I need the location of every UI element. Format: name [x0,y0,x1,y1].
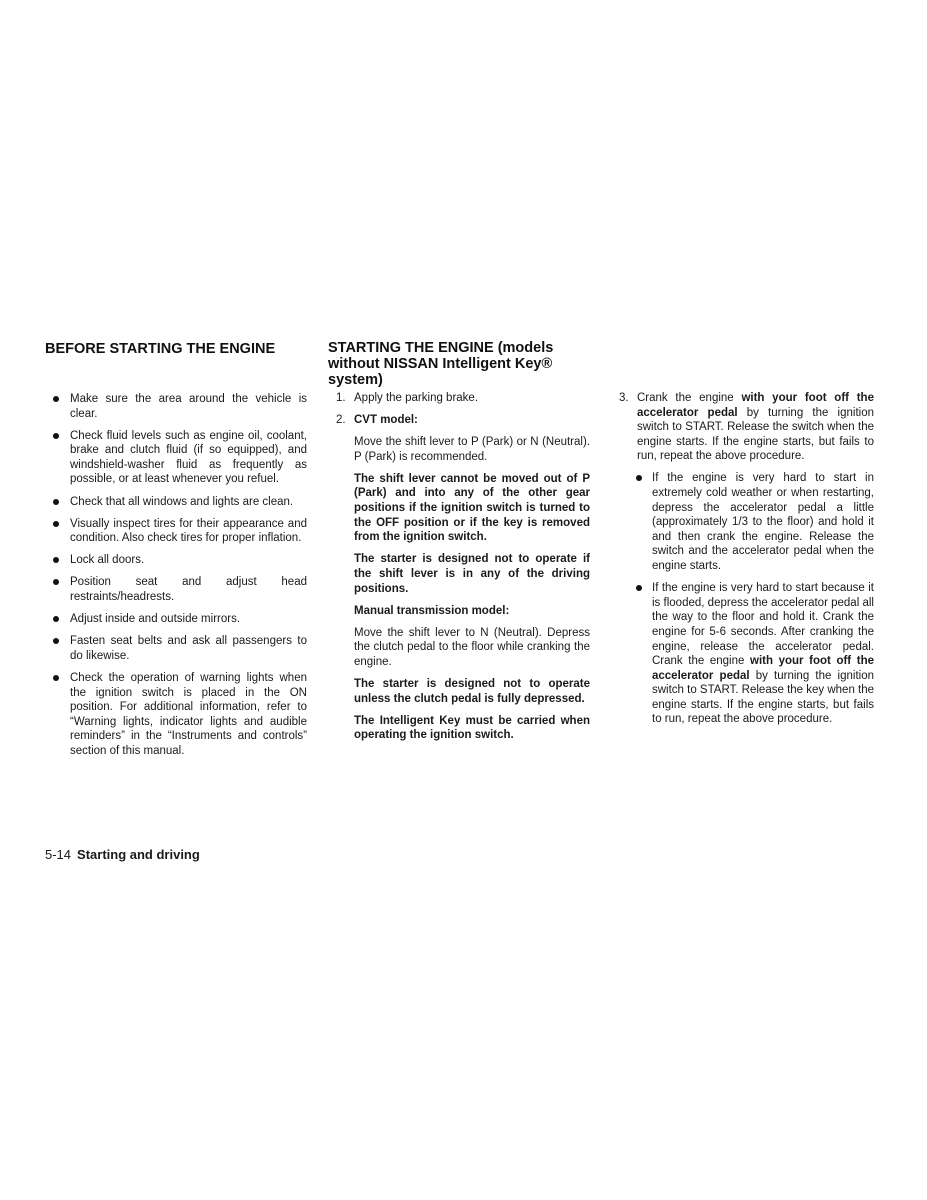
intelligent-key-note: The Intelligent Key must be carried when operating the ignition switch. [354,714,590,742]
list-item: Make sure the area around the vehicle is clear. [45,392,307,421]
section-title: Starting and driving [77,847,200,862]
bullet-icon [53,521,59,527]
heading-before-starting: BEFORE STARTING THE ENGINE [45,341,276,357]
list-item: Lock all doors. [45,553,307,568]
list-item: If the engine is very hard to start because it is flooded, depress the accelerator pedal all the way to the floor and hold it. Crank the engine for 5-6 seconds. After cranking the engine, release the accelerator pedal. Crank the engine with your foot off the accelerator pedal by turning the ignition switch to START. Release the key when the engine starts. If the engine starts, but fails to run, repeat the above procedure. [619,581,874,727]
bullet-icon [53,675,59,681]
page-footer [45,847,200,862]
list-item: Check fluid levels such as engine oil, coolant, brake and clutch fluid (if so equipped), and windshield-washer fluid as frequently as possible, or at least whenever you refuel. [45,429,307,487]
checklist [45,392,307,758]
column-crank-engine [619,391,874,735]
list-item: Check that all windows and lights are clean. [45,495,307,510]
manual-instruction: Move the shift lever to N (Neutral). Depress the clutch pedal to the floor while cranking the engine. [354,626,590,668]
shift-lever-note: The shift lever cannot be moved out of P (Park) and into any of the other gear positions if the ignition switch is turned to the OFF position or if the key is removed from the ignition switch. [354,472,590,544]
list-item: If the engine is very hard to start in extremely cold weather or when restarting, depress the accelerator pedal a little (approximately 1/3 to the floor) and hold it and then crank the engine. Release the switch and the accelerator pedal when the engine starts. [619,471,874,573]
bullet-icon [53,499,59,505]
column-before-starting [45,340,307,766]
bullet-icon [53,638,59,644]
bullet-icon [53,616,59,622]
starter-note-manual: The starter is designed not to operate unless the clutch pedal is fully depressed. [354,678,590,705]
cvt-instruction: Move the shift lever to P (Park) or N (Neutral). P (Park) is recommended. [354,436,590,463]
step-2: 2. CVT model: [336,414,418,427]
bullet-icon [636,585,642,591]
list-item: Visually inspect tires for their appearance and condition. Also check tires for proper inflation. [45,517,307,546]
step-1: 1. Apply the parking brake. [336,392,479,404]
step-3: 3. Crank the engine with your foot off the accelerator pedal by turning the ignition switch to START. Release the switch when the engine starts. If the engine starts, but fails to run, repeat the above procedure. [619,392,874,463]
bullet-icon [53,557,59,563]
bullet-icon [53,396,59,402]
heading-starting-engine: STARTING THE ENGINE (models without NISSAN Intelligent Key® system) [328,340,554,388]
bullet-icon [636,475,642,481]
manual-transmission-label: Manual transmission model: [354,604,510,617]
list-item: Fasten seat belts and ask all passengers to do likewise. [45,634,307,663]
bullet-icon [53,579,59,585]
list-item: Check the operation of warning lights when the ignition switch is placed in the ON position. For additional information, refer to “Warning lights, indicator lights and audible reminders” in the “Instruments and controls” section of this manual. [45,671,307,759]
bullet-icon [53,433,59,439]
page-number: 5-14 [45,847,72,862]
starter-note-cvt: The starter is designed not to operate if the shift lever is in any of the driving positions. [354,553,590,595]
crank-tips [619,471,874,727]
list-item: Position seat and adjust head restraints/headrests. [45,575,307,604]
column-starting-engine [328,340,590,750]
list-item: Adjust inside and outside mirrors. [45,612,307,627]
